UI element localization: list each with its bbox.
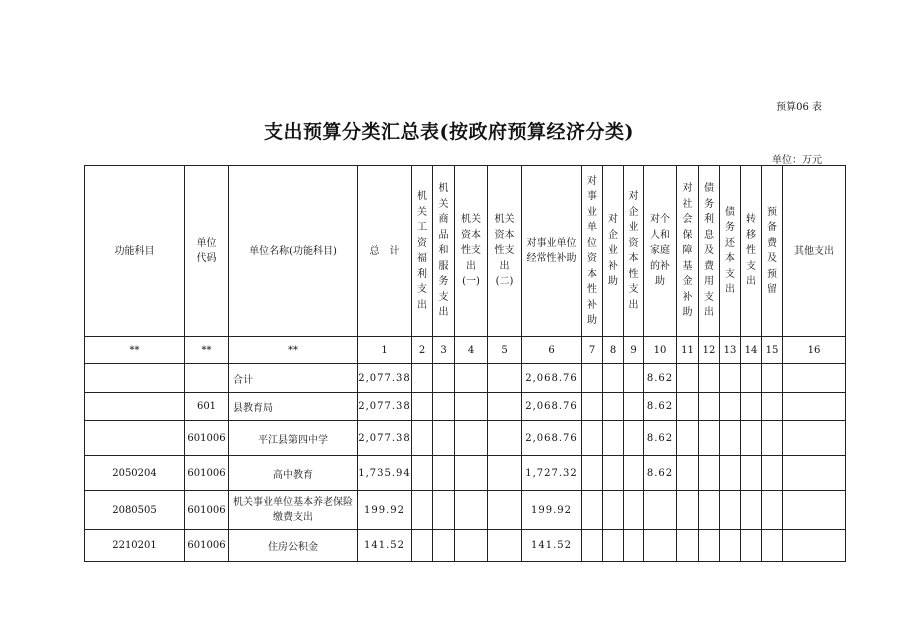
index-cell: 13 [720, 337, 741, 364]
index-cell: 6 [522, 337, 582, 364]
empty-cell [762, 530, 783, 562]
empty-cell [624, 364, 644, 393]
empty-cell [762, 364, 783, 393]
index-cell: 16 [783, 337, 846, 364]
empty-cell [603, 421, 624, 456]
empty-cell [488, 364, 522, 393]
unit-code-cell [185, 364, 229, 393]
empty-cell [603, 393, 624, 421]
index-cell: 14 [741, 337, 762, 364]
empty-cell [624, 393, 644, 421]
table-row [85, 421, 846, 456]
empty-cell [720, 364, 741, 393]
header-c6: 对事业单位经常性补助 [522, 166, 582, 337]
header-c7: 对事业单位资本性补助 [582, 166, 603, 337]
c6-cell: 199.92 [522, 491, 582, 530]
index-cell: ** [229, 337, 358, 364]
empty-cell [783, 491, 846, 530]
empty-cell [603, 530, 624, 562]
index-cell: 2 [412, 337, 433, 364]
empty-cell [741, 491, 762, 530]
empty-cell [783, 393, 846, 421]
unit-name-cell: 机关事业单位基本养老保险缴费支出 [229, 491, 358, 530]
empty-cell [720, 393, 741, 421]
c10-cell: 8.62 [644, 364, 677, 393]
empty-cell [762, 456, 783, 491]
header-c5: 机关资本性支出(二) [488, 166, 522, 337]
empty-cell [677, 393, 699, 421]
empty-cell [433, 530, 455, 562]
unit-code-cell: 601006 [185, 530, 229, 562]
index-cell: 3 [433, 337, 455, 364]
header-c9: 对企业资本性支出 [624, 166, 644, 337]
unit-code-cell: 601006 [185, 491, 229, 530]
empty-cell [433, 421, 455, 456]
empty-cell [488, 393, 522, 421]
empty-cell [720, 456, 741, 491]
empty-cell [488, 530, 522, 562]
empty-cell [412, 421, 433, 456]
empty-cell [582, 393, 603, 421]
header-c15: 预备费及预留 [762, 166, 783, 337]
table-row [85, 491, 846, 530]
empty-cell [433, 393, 455, 421]
empty-cell [455, 530, 488, 562]
empty-cell [624, 456, 644, 491]
index-row [85, 337, 846, 364]
index-cell: 8 [603, 337, 624, 364]
empty-cell [624, 530, 644, 562]
index-cell: 4 [455, 337, 488, 364]
empty-cell [412, 456, 433, 491]
header-c8: 对企业补助 [603, 166, 624, 337]
c10-cell: 8.62 [644, 421, 677, 456]
index-cell: 15 [762, 337, 783, 364]
c10-cell [644, 491, 677, 530]
unit-label: 单位：万元 [772, 155, 822, 166]
empty-cell [603, 456, 624, 491]
c10-cell [644, 530, 677, 562]
func-code-cell: 2050204 [85, 456, 185, 491]
empty-cell [699, 393, 720, 421]
empty-cell [741, 364, 762, 393]
index-cell: ** [185, 337, 229, 364]
func-code-cell: 2210201 [85, 530, 185, 562]
table-row [85, 530, 846, 562]
c10-cell: 8.62 [644, 393, 677, 421]
empty-cell [677, 491, 699, 530]
header-total: 总 计 [358, 166, 412, 337]
empty-cell [783, 530, 846, 562]
empty-cell [699, 491, 720, 530]
empty-cell [412, 530, 433, 562]
empty-cell [720, 530, 741, 562]
empty-cell [762, 421, 783, 456]
c6-cell: 2,068.76 [522, 393, 582, 421]
empty-cell [455, 456, 488, 491]
empty-cell [699, 530, 720, 562]
empty-cell [488, 456, 522, 491]
unit-code-cell: 601006 [185, 421, 229, 456]
empty-cell [582, 456, 603, 491]
empty-cell [624, 491, 644, 530]
empty-cell [582, 491, 603, 530]
page-title: 支出预算分类汇总表(按政府预算经济分类) [264, 121, 634, 143]
header-c4: 机关资本性支出(一) [455, 166, 488, 337]
empty-cell [455, 491, 488, 530]
empty-cell [699, 364, 720, 393]
empty-cell [699, 421, 720, 456]
unit-name-cell: 合计 [229, 364, 358, 393]
header-c16: 其他支出 [783, 166, 846, 337]
index-cell: ** [85, 337, 185, 364]
empty-cell [582, 421, 603, 456]
empty-cell [603, 491, 624, 530]
header-c2: 机关工资福利支出 [412, 166, 433, 337]
total-cell: 1,735.94 [358, 456, 412, 491]
index-cell: 9 [624, 337, 644, 364]
index-cell: 11 [677, 337, 699, 364]
empty-cell [762, 491, 783, 530]
total-cell: 2,077.38 [358, 393, 412, 421]
empty-cell [783, 364, 846, 393]
empty-cell [603, 364, 624, 393]
header-func: 功能科目 [85, 166, 185, 337]
empty-cell [455, 393, 488, 421]
empty-cell [677, 421, 699, 456]
c6-cell: 141.52 [522, 530, 582, 562]
header-c3: 机关商品和服务支出 [433, 166, 455, 337]
unit-code-cell: 601006 [185, 456, 229, 491]
header-unit-name: 单位名称(功能科目) [229, 166, 358, 337]
table-row [85, 456, 846, 491]
index-cell: 5 [488, 337, 522, 364]
index-cell: 10 [644, 337, 677, 364]
empty-cell [720, 421, 741, 456]
unit-name-cell: 平江县第四中学 [229, 421, 358, 456]
total-cell: 2,077.38 [358, 364, 412, 393]
header-row [85, 166, 846, 337]
empty-cell [433, 456, 455, 491]
empty-cell [624, 421, 644, 456]
func-code-cell: 2080505 [85, 491, 185, 530]
total-cell: 2,077.38 [358, 421, 412, 456]
empty-cell [412, 393, 433, 421]
func-code-cell [85, 393, 185, 421]
empty-cell [741, 456, 762, 491]
empty-cell [488, 491, 522, 530]
func-code-cell [85, 364, 185, 393]
index-cell: 1 [358, 337, 412, 364]
empty-cell [783, 421, 846, 456]
header-c14: 转移性支出 [741, 166, 762, 337]
budget-table [84, 165, 846, 562]
empty-cell [433, 491, 455, 530]
empty-cell [412, 364, 433, 393]
empty-cell [783, 456, 846, 491]
header-c13: 债务还本支出 [720, 166, 741, 337]
c6-cell: 1,727.32 [522, 456, 582, 491]
empty-cell [762, 393, 783, 421]
unit-name-cell: 县教育局 [229, 393, 358, 421]
empty-cell [699, 456, 720, 491]
total-cell: 199.92 [358, 491, 412, 530]
header-c12: 债务利息及费用支出 [699, 166, 720, 337]
empty-cell [433, 364, 455, 393]
c6-cell: 2,068.76 [522, 421, 582, 456]
empty-cell [412, 491, 433, 530]
empty-cell [455, 421, 488, 456]
header-unit-code: 单位代码 [185, 166, 229, 337]
empty-cell [720, 491, 741, 530]
unit-name-cell: 住房公积金 [229, 530, 358, 562]
header-c11: 对社会保障基金补助 [677, 166, 699, 337]
empty-cell [741, 421, 762, 456]
unit-code-cell: 601 [185, 393, 229, 421]
empty-cell [677, 456, 699, 491]
unit-name-cell: 高中教育 [229, 456, 358, 491]
index-cell: 12 [699, 337, 720, 364]
empty-cell [582, 530, 603, 562]
table-row [85, 393, 846, 421]
total-cell: 141.52 [358, 530, 412, 562]
empty-cell [582, 364, 603, 393]
header-c10: 对个人和家庭的补助 [644, 166, 677, 337]
c10-cell: 8.62 [644, 456, 677, 491]
empty-cell [455, 364, 488, 393]
index-cell: 7 [582, 337, 603, 364]
empty-cell [677, 364, 699, 393]
empty-cell [488, 421, 522, 456]
func-code-cell [85, 421, 185, 456]
empty-cell [741, 393, 762, 421]
empty-cell [677, 530, 699, 562]
form-number: 预算06 表 [776, 102, 822, 113]
empty-cell [741, 530, 762, 562]
c6-cell: 2,068.76 [522, 364, 582, 393]
table-row [85, 364, 846, 393]
